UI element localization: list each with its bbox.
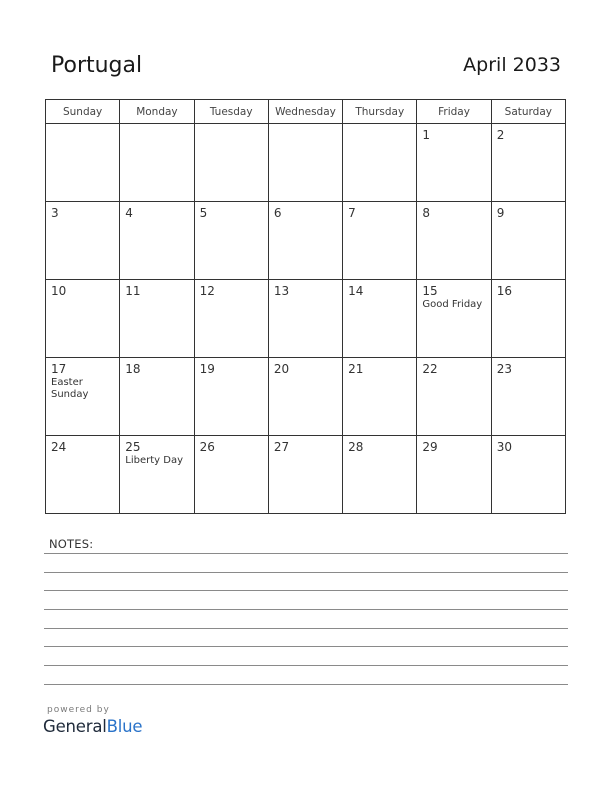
note-line xyxy=(44,628,568,629)
day-number: 29 xyxy=(422,440,438,454)
day-number: 15 xyxy=(422,284,438,298)
day-number: 24 xyxy=(51,440,67,454)
week-row xyxy=(46,280,566,358)
day-number: 20 xyxy=(273,362,290,376)
day-cell xyxy=(491,202,565,280)
note-line xyxy=(44,646,568,647)
week-row xyxy=(46,202,566,280)
day-number: 28 xyxy=(348,440,364,454)
notes-label: NOTES: xyxy=(49,537,94,551)
calendar-grid xyxy=(45,99,566,514)
day-cell xyxy=(417,280,491,358)
note-line xyxy=(44,572,568,573)
note-line xyxy=(44,684,568,685)
note-line xyxy=(44,609,568,610)
day-cell xyxy=(268,436,342,514)
holiday-label: Liberty Day xyxy=(125,455,184,466)
weekday-header: Wednesday xyxy=(268,100,342,124)
day-number: 26 xyxy=(199,440,215,454)
day-number: 8 xyxy=(422,206,431,220)
day-cell xyxy=(46,436,120,514)
day-cell xyxy=(268,280,342,358)
powered-by-label: powered by xyxy=(47,705,110,715)
day-number: 22 xyxy=(422,362,438,376)
week-row xyxy=(46,358,566,436)
weekday-header: Sunday xyxy=(46,100,120,124)
note-line xyxy=(44,665,568,666)
day-cell xyxy=(194,202,268,280)
day-cell xyxy=(194,124,268,202)
day-number: 18 xyxy=(125,362,141,376)
day-cell xyxy=(120,202,194,280)
day-cell xyxy=(491,124,565,202)
day-number: 3 xyxy=(51,206,59,220)
day-number: 21 xyxy=(348,362,364,376)
day-cell xyxy=(417,124,491,202)
weekday-header: Thursday xyxy=(343,100,417,124)
day-number: 11 xyxy=(125,284,141,298)
day-number: 5 xyxy=(199,206,208,220)
day-number: 9 xyxy=(496,206,505,220)
day-cell xyxy=(417,202,491,280)
week-row xyxy=(46,436,566,514)
day-cell xyxy=(120,124,194,202)
week-row xyxy=(46,124,566,202)
day-number: 19 xyxy=(199,362,215,376)
note-line xyxy=(44,590,568,591)
holiday-label: Easter Sunday xyxy=(51,377,89,400)
day-cell xyxy=(343,202,417,280)
day-cell xyxy=(268,358,342,436)
day-cell xyxy=(417,436,491,514)
day-cell xyxy=(491,358,565,436)
day-number: 30 xyxy=(496,440,512,454)
day-number: 7 xyxy=(348,206,356,220)
day-cell xyxy=(268,124,342,202)
weekday-header: Tuesday xyxy=(194,100,268,124)
weekday-header: Saturday xyxy=(491,100,565,124)
day-number: 4 xyxy=(125,206,133,220)
day-number: 13 xyxy=(273,284,290,298)
day-cell xyxy=(491,436,565,514)
day-cell xyxy=(194,280,268,358)
brand-blue: Blue xyxy=(106,717,143,736)
day-cell xyxy=(120,436,194,514)
day-cell xyxy=(343,124,417,202)
day-cell xyxy=(417,358,491,436)
day-cell xyxy=(46,202,120,280)
weekday-header: Friday xyxy=(417,100,491,124)
day-number: 16 xyxy=(496,284,512,298)
day-number: 27 xyxy=(273,440,290,454)
month-year-title: April 2033 xyxy=(463,54,561,76)
day-cell xyxy=(46,280,120,358)
day-cell xyxy=(120,280,194,358)
day-number: 2 xyxy=(496,128,505,142)
generalblue-logo xyxy=(43,717,142,736)
day-cell xyxy=(120,358,194,436)
day-cell xyxy=(491,280,565,358)
country-title: Portugal xyxy=(51,53,143,78)
day-number: 17 xyxy=(51,362,67,376)
day-number: 23 xyxy=(496,362,512,376)
day-cell xyxy=(194,358,268,436)
day-number: 10 xyxy=(51,284,67,298)
day-number: 12 xyxy=(199,284,215,298)
day-cell xyxy=(343,358,417,436)
day-number: 14 xyxy=(348,284,364,298)
note-line xyxy=(44,553,568,554)
weekday-header-row xyxy=(46,100,566,124)
day-cell xyxy=(46,124,120,202)
day-number: 1 xyxy=(422,128,431,142)
day-cell xyxy=(46,358,120,436)
day-number: 6 xyxy=(273,206,282,220)
day-cell xyxy=(343,280,417,358)
day-cell xyxy=(194,436,268,514)
day-cell xyxy=(343,436,417,514)
holiday-label: Good Friday xyxy=(422,299,483,310)
brand-general: General xyxy=(43,717,107,736)
weekday-header: Monday xyxy=(120,100,194,124)
day-cell xyxy=(268,202,342,280)
day-number: 25 xyxy=(125,440,141,454)
